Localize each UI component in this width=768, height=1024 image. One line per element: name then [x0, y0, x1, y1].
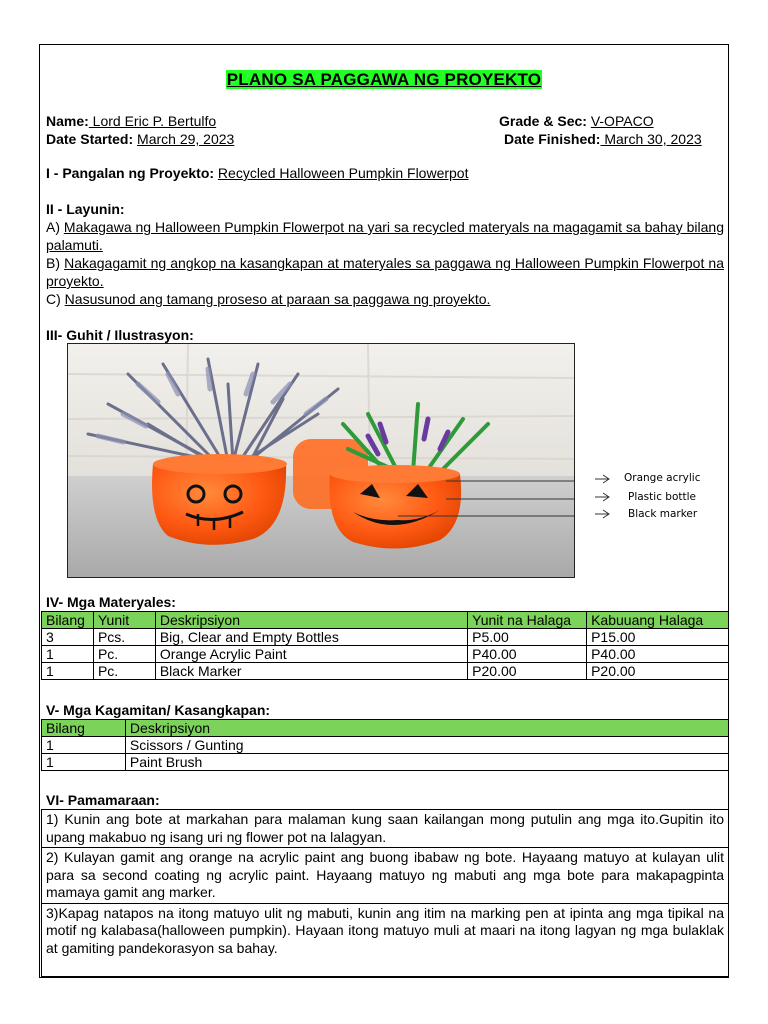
label-black-marker: Black marker: [628, 508, 698, 520]
table-cell: P20.00: [587, 663, 729, 680]
name-label: Name:: [46, 113, 89, 129]
materials-header-row: [42, 612, 729, 629]
objective-letter: C): [46, 291, 65, 307]
tools-table: [41, 719, 729, 771]
name-value: Lord Eric P. Bertulfo: [88, 113, 217, 129]
date-finished-value: March 30, 2023: [600, 131, 702, 147]
table-cell: Pcs.: [93, 629, 155, 646]
date-started-label: Date Started:: [46, 131, 134, 147]
objective-letter: A): [46, 219, 64, 235]
document-title: PLANO SA PAGGAWA NG PROYEKTO: [226, 70, 542, 89]
table-cell: 1: [42, 663, 94, 680]
table-row: [42, 663, 729, 680]
project-name-row: [46, 165, 468, 181]
col-header: Bilang: [42, 720, 126, 737]
tools-heading: V- Mga Kagamitan/ Kasangkapan:: [46, 702, 271, 718]
table-cell: P40.00: [468, 646, 587, 663]
materials-heading: IV- Mga Materyales:: [46, 594, 176, 610]
table-row: [42, 754, 729, 771]
table-cell: 1: [42, 737, 126, 754]
table-cell: 3: [42, 629, 94, 646]
document-title-wrap: [40, 70, 728, 90]
objective-text: Makagawa ng Halloween Pumpkin Flowerpot na yari sa recycled materyals na magagamit sa bahay bilang palamuti.: [46, 219, 724, 253]
illustration-labels: [595, 471, 725, 531]
objective-a: [46, 218, 724, 254]
table-row: [42, 629, 729, 646]
grade-row: [499, 113, 654, 129]
date-finished-row: [504, 131, 702, 147]
procedure-step: 3)Kapag natapos na itong matuyo ulit ng mabuti, kunin ang itim na marking pen at ipinta ang mga tipikal na motif ng kalabasa(halloween pumpkin). Hayaan itong matuyo muli at maari na itong lagyan ng mga bulaklak at gamiting pandekorasyon sa bahay.: [42, 903, 729, 976]
pumpkin-flowerpot-photo: [67, 343, 575, 578]
table-row: [42, 737, 729, 754]
table-cell: Paint Brush: [125, 754, 728, 771]
col-header: Kabuuang Halaga: [587, 612, 729, 629]
col-header: Deskripsiyon: [155, 612, 467, 629]
table-cell: P5.00: [468, 629, 587, 646]
table-cell: Scissors / Gunting: [125, 737, 728, 754]
project-name-label: I - Pangalan ng Proyekto:: [46, 165, 215, 181]
tools-header-row: [42, 720, 729, 737]
illustration-heading: III- Guhit / Ilustrasyon:: [46, 327, 194, 343]
label-plastic-bottle: Plastic bottle: [628, 491, 696, 503]
table-cell: Black Marker: [155, 663, 467, 680]
col-header: Bilang: [42, 612, 94, 629]
grade-value: V-OPACO: [590, 113, 654, 129]
table-cell: Pc.: [93, 663, 155, 680]
project-plan-page: [39, 44, 729, 978]
objective-letter: B): [46, 255, 65, 271]
date-finished-label: Date Finished:: [504, 131, 601, 147]
table-row: [42, 810, 729, 848]
objective-b: [46, 254, 724, 290]
materials-table: [41, 611, 729, 680]
table-row: [42, 903, 729, 976]
table-cell: 1: [42, 754, 126, 771]
procedure-step: 2) Kulayan gamit ang orange na acrylic paint ang buong ibabaw ng bote. Hayaang matuyo at kulayan ulit para sa second coating ng acrylic paint. Hayaang matuyo ng mabuti ang mga bote para makapagpinta mamaya gamit ang marker.: [42, 848, 729, 904]
col-header: Yunit: [93, 612, 155, 629]
date-started-row: [46, 131, 234, 147]
name-row: [46, 113, 216, 129]
table-cell: P20.00: [468, 663, 587, 680]
col-header: Yunit na Halaga: [468, 612, 587, 629]
objective-text: Nakagagamit ng angkop na kasangkapan at materyales sa paggawa ng Halloween Pumpkin Flowerpot na proyekto.: [46, 255, 725, 289]
table-row: [42, 646, 729, 663]
col-header: Deskripsiyon: [125, 720, 728, 737]
label-orange-acrylic: Orange acrylic: [624, 472, 701, 484]
project-name-value: Recycled Halloween Pumpkin Flowerpot: [217, 165, 469, 181]
procedure-step: 1) Kunin ang bote at markahan para malaman kung saan kailangan mong putulin ang mga ito.Gupitin ito upang makabuo ng isang uri ng flower pot na lalagyan.: [42, 810, 729, 848]
date-started-value: March 29, 2023: [137, 131, 235, 147]
objectives-heading: II - Layunin:: [46, 201, 125, 217]
table-cell: Big, Clear and Empty Bottles: [155, 629, 467, 646]
table-cell: Pc.: [93, 646, 155, 663]
table-cell: Orange Acrylic Paint: [155, 646, 467, 663]
table-cell: 1: [42, 646, 94, 663]
grade-label: Grade & Sec:: [499, 113, 587, 129]
procedure-heading: VI- Pamamaraan:: [46, 792, 160, 808]
table-row: [42, 848, 729, 904]
procedure-table: [41, 809, 729, 977]
objective-c: [46, 290, 724, 308]
objective-text: Nasusunod ang tamang proseso at paraan sa paggawa ng proyekto.: [64, 291, 491, 307]
table-cell: P40.00: [587, 646, 729, 663]
label-arrows-icon: [595, 471, 625, 531]
table-cell: P15.00: [587, 629, 729, 646]
